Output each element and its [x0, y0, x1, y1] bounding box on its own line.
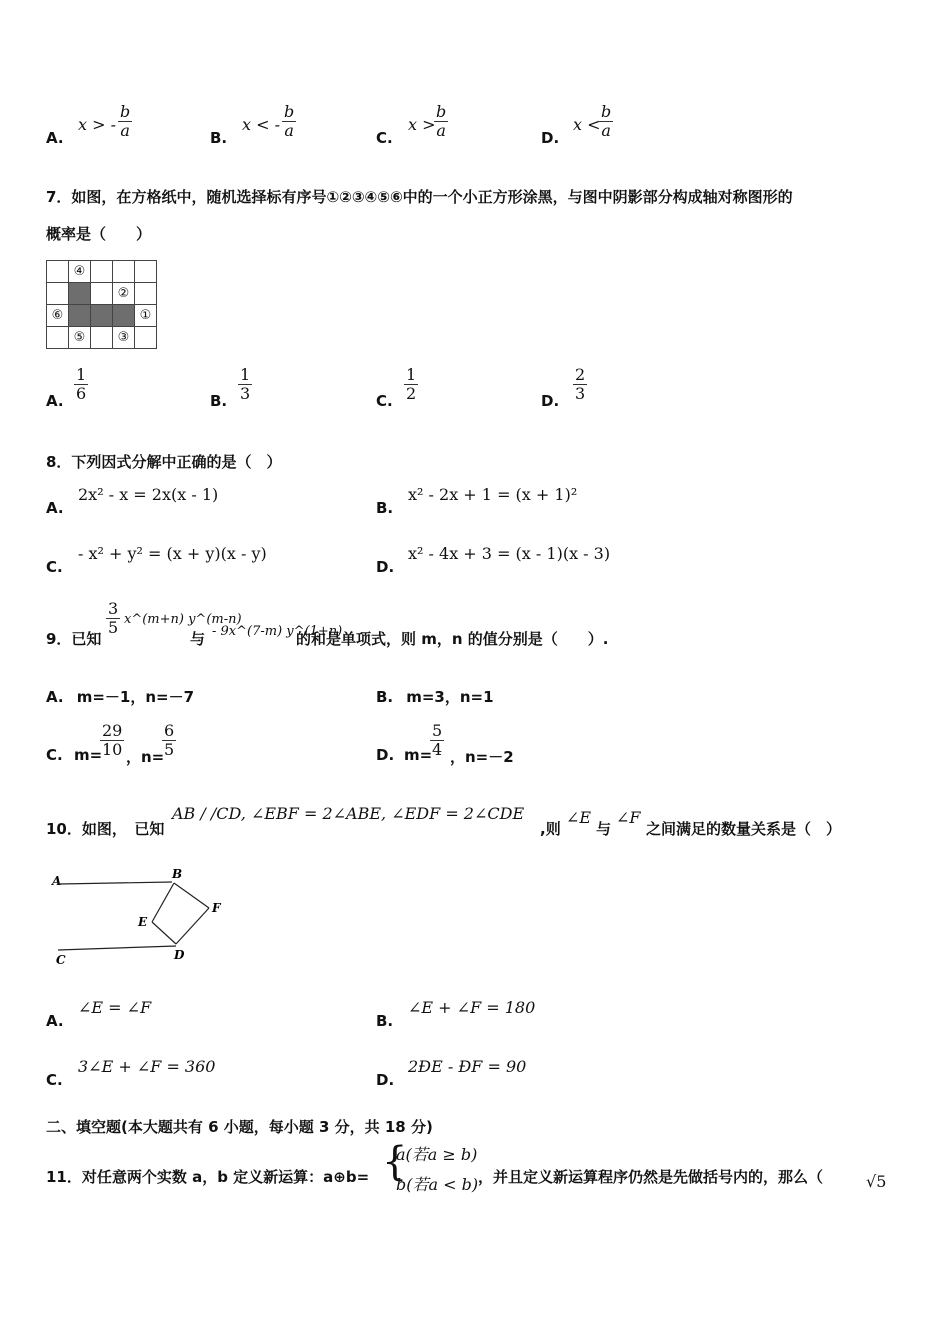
option-expr: 2x² - x = 2x(x - 1): [78, 485, 219, 504]
grid-cell-numbered: ⑤: [69, 327, 91, 349]
option-expr: 3∠E + ∠F = 360: [78, 1057, 216, 1076]
q11-case2: b(若a < b): [396, 1175, 479, 1194]
q10-mid1: ,则: [540, 820, 561, 838]
section-title: 二、填空题(本大题共有 6 小题，每小题 3 分，共 18 分): [46, 1118, 433, 1136]
q10-suffix: 之间满足的数量关系是（ ）: [646, 820, 842, 838]
option-pre: m=: [404, 746, 433, 764]
q7-grid-figure: [46, 260, 157, 349]
option-fraction: $\frac{1}{2}$: [406, 365, 417, 403]
option-expr: 2ÐE - ÐF = 90: [408, 1057, 527, 1076]
option-label: B.: [210, 392, 228, 410]
q9-stem: [46, 600, 906, 660]
option-text: m=3，n=1: [406, 688, 494, 706]
point-label-f: F: [212, 901, 221, 915]
option-mid: ，n=: [126, 748, 165, 766]
q9-option-c: [46, 722, 246, 766]
option-expr: - x² + y² = (x + y)(x - y): [78, 544, 267, 563]
option-fraction-m: $\frac{29}{10}$: [102, 721, 123, 759]
option-expr: x >: [408, 115, 436, 134]
point-label-d: D: [174, 948, 185, 962]
grid-cell-numbered: ⑥: [47, 305, 69, 327]
q9-prefix: 9．已知: [46, 630, 102, 648]
grid-cell: [135, 261, 157, 283]
option-label: C.: [46, 558, 63, 576]
q10-angle-f: ∠F: [616, 808, 641, 827]
segment-ed: [152, 922, 176, 944]
q11-case1: a(若a ≥ b): [396, 1145, 478, 1164]
option-fraction: $\frac{b}{a}$: [120, 102, 131, 140]
option-label: C.: [376, 392, 393, 410]
line-cd: [58, 946, 176, 950]
grid-cell: [47, 261, 69, 283]
q11-sqrt: √5: [866, 1172, 887, 1191]
q11-prefix: 11．对任意两个实数 a，b 定义新运算：a⊕b=: [46, 1168, 370, 1186]
option-label: B.: [376, 1012, 394, 1030]
option-expr: x > -: [78, 115, 117, 134]
option-fraction: $\frac{1}{6}$: [76, 365, 87, 403]
option-label: C.: [46, 746, 63, 764]
q10-prefix: 10．如图， 已知: [46, 820, 165, 838]
option-fraction: $\frac{b}{a}$: [601, 102, 612, 140]
option-post: ，n=－2: [450, 748, 514, 766]
grid-cell-numbered: ①: [135, 305, 157, 327]
grid-cell: [91, 327, 113, 349]
option-expr: ∠E = ∠F: [78, 998, 152, 1017]
option-label: D.: [376, 558, 395, 576]
option-label: C.: [376, 129, 393, 147]
option-label: D.: [541, 129, 560, 147]
segment-be: [152, 883, 174, 922]
option-label: B.: [210, 129, 228, 147]
option-expr: ∠E + ∠F = 180: [408, 998, 536, 1017]
grid-cell: [47, 327, 69, 349]
grid-cell-numbered: ③: [113, 327, 135, 349]
point-label-c: C: [56, 953, 66, 967]
grid-cell-numbered: ④: [69, 261, 91, 283]
q10-stem: [46, 802, 906, 842]
q9-coefficient: $\frac{3}{5}$: [108, 599, 119, 637]
line-ab: [60, 882, 172, 884]
option-label: B.: [376, 688, 394, 706]
point-label-a: A: [52, 874, 62, 888]
q9-option-d: [376, 722, 576, 766]
q9-term2: - 9x^(7-m) y^(1+n): [212, 624, 343, 639]
q7-stem-line2: 概率是（ ）: [46, 225, 152, 243]
q9-option-a: [46, 686, 194, 707]
option-fraction-n: $\frac{6}{5}$: [164, 721, 175, 759]
option-expr: x² - 2x + 1 = (x + 1)²: [408, 485, 578, 504]
option-fraction: $\frac{1}{3}$: [240, 365, 251, 403]
q11-suffix: ，并且定义新运算程序仍然是先做括号内的，那么（: [478, 1168, 824, 1186]
point-label-e: E: [138, 915, 148, 929]
option-label: A.: [46, 392, 64, 410]
grid-cell: [135, 283, 157, 305]
grid-cell-shaded: [69, 283, 91, 305]
grid-row: [47, 283, 157, 305]
q10-condition: AB / /CD, ∠EBF = 2∠ABE, ∠EDF = 2∠CDE: [172, 804, 525, 823]
q9-suffix: 的和是单项式，则 m，n 的值分别是（ ）.: [296, 630, 609, 648]
grid-cell: [91, 283, 113, 305]
option-label: D.: [376, 746, 395, 764]
grid-cell: [47, 283, 69, 305]
grid-cell-shaded: [113, 305, 135, 327]
option-expr: x <: [573, 115, 601, 134]
grid-cell-shaded: [91, 305, 113, 327]
option-label: A.: [46, 1012, 64, 1030]
q10-figure: [46, 866, 236, 972]
grid-row: [47, 327, 157, 349]
option-text: m=－1，n=－7: [76, 688, 195, 706]
option-expr: x < -: [242, 115, 281, 134]
option-label: D.: [541, 392, 560, 410]
grid-cell: [113, 261, 135, 283]
grid-row: [47, 261, 157, 283]
q9-term1: x^(m+n) y^(m-n): [124, 612, 242, 627]
option-label: C.: [46, 1071, 63, 1089]
q10-angle-e: ∠E: [566, 808, 592, 827]
option-fraction: $\frac{b}{a}$: [436, 102, 447, 140]
q11-brace: {: [382, 1139, 408, 1185]
option-fraction-m: $\frac{5}{4}$: [432, 721, 443, 759]
grid-cell: [91, 261, 113, 283]
grid-cell-numbered: ②: [113, 283, 135, 305]
option-label: A.: [46, 688, 64, 706]
q11-stem: [46, 1138, 906, 1198]
q9-mid: 与: [190, 630, 206, 648]
point-label-b: B: [172, 867, 183, 881]
option-label: A.: [46, 499, 64, 517]
q9-option-b: [376, 686, 494, 707]
segment-bf: [174, 883, 209, 908]
q10-mid2: 与: [596, 820, 612, 838]
segment-fd: [176, 908, 209, 944]
q7-stem-line1: 7．如图，在方格纸中，随机选择标有序号①②③④⑤⑥中的一个小正方形涂黑，与图中阴影部分构成轴对称图形的: [46, 188, 793, 206]
option-pre: m=: [74, 746, 103, 764]
grid-cell: [135, 327, 157, 349]
option-expr: x² - 4x + 3 = (x - 1)(x - 3): [408, 544, 611, 563]
grid-cell-shaded: [69, 305, 91, 327]
option-label: B.: [376, 499, 394, 517]
option-label: A.: [46, 129, 64, 147]
option-label: D.: [376, 1071, 395, 1089]
option-fraction: $\frac{b}{a}$: [284, 102, 295, 140]
grid-row: [47, 305, 157, 327]
option-fraction: $\frac{2}{3}$: [575, 365, 586, 403]
q8-stem: 8．下列因式分解中正确的是（ ）: [46, 453, 282, 471]
